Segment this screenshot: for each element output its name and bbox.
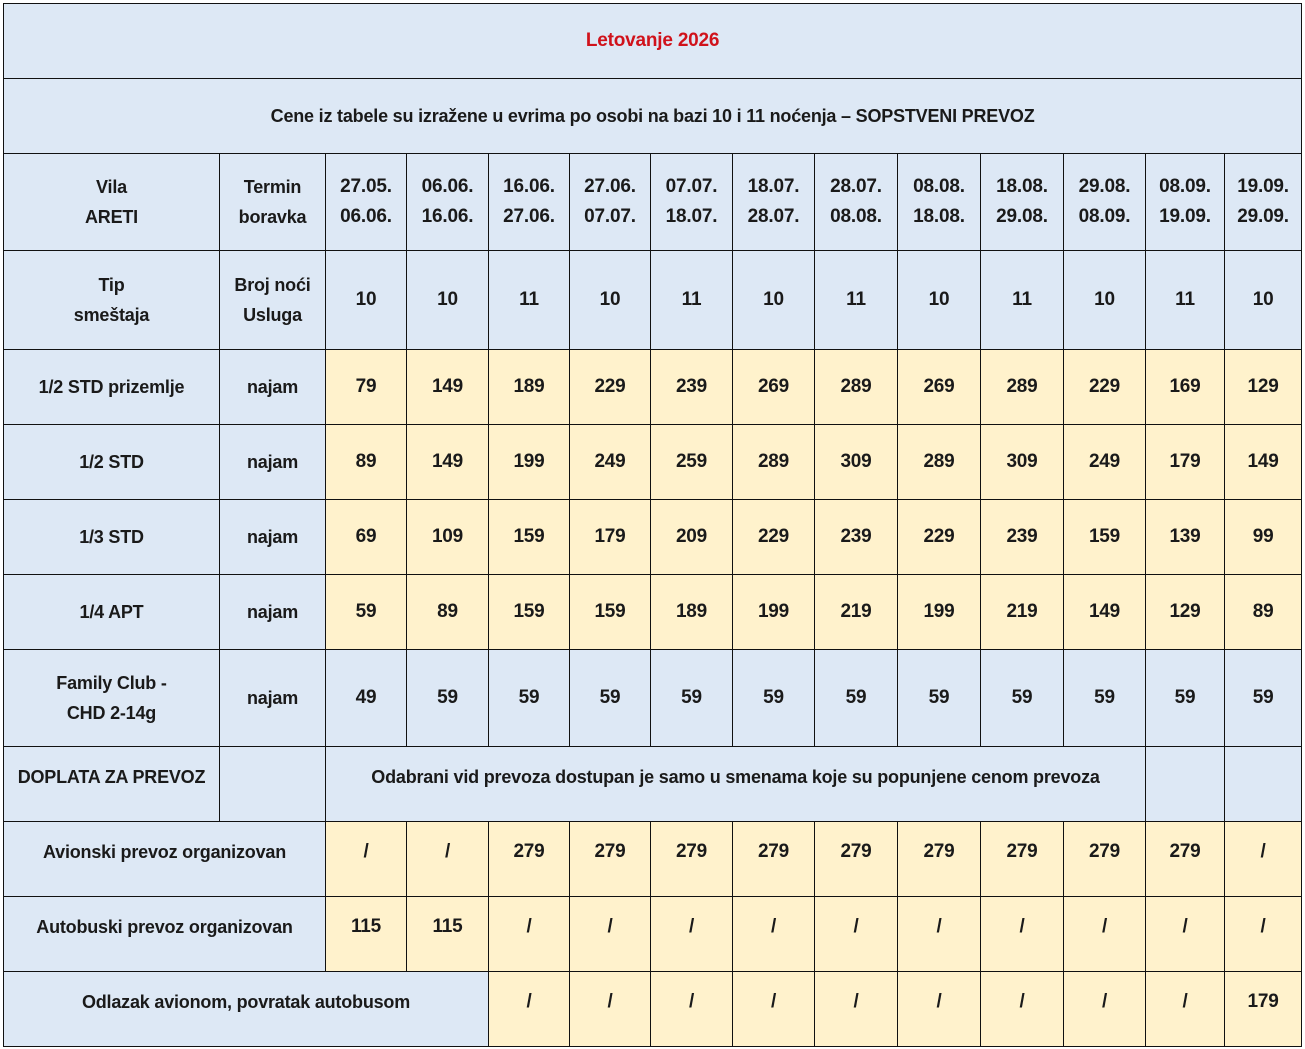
transport-price-cell: / — [1146, 972, 1225, 1047]
price-cell: 309 — [815, 425, 898, 500]
price-cell: 219 — [815, 575, 898, 650]
transport-price-cell: / — [1225, 897, 1302, 972]
transport-price-cell: / — [651, 897, 733, 972]
price-cell: 149 — [1225, 425, 1302, 500]
child-price-cell: 59 — [733, 650, 815, 747]
room-row — [4, 575, 1302, 650]
period-cell: 08.09. 19.09. — [1146, 154, 1225, 251]
period-header-row — [4, 154, 1302, 251]
price-cell: 289 — [898, 425, 981, 500]
room-row — [4, 500, 1302, 575]
nights-cell: 10 — [570, 251, 651, 350]
price-table-container — [3, 3, 1302, 1047]
price-cell: 89 — [407, 575, 489, 650]
transport-price-cell: 279 — [815, 822, 898, 897]
table-subtitle: Cene iz tabele su izražene u evrima po osobi na bazi 10 i 11 noćenja – SOPSTVENI PREVOZ — [4, 79, 1302, 154]
nights-cell: 10 — [898, 251, 981, 350]
transport-row-plane — [4, 822, 1302, 897]
transport-price-cell: / — [898, 972, 981, 1047]
transport-price-cell: / — [733, 972, 815, 1047]
price-cell: 159 — [489, 575, 570, 650]
price-cell: 289 — [815, 350, 898, 425]
transport-price-cell: / — [489, 897, 570, 972]
period-cell: 16.06. 27.06. — [489, 154, 570, 251]
price-cell: 269 — [898, 350, 981, 425]
price-cell: 199 — [733, 575, 815, 650]
nights-cell: 10 — [1064, 251, 1146, 350]
price-cell: 289 — [981, 350, 1064, 425]
nights-cell: 11 — [815, 251, 898, 350]
room-type-header-cell: Tip smeštaja — [4, 251, 220, 350]
price-cell: 179 — [1146, 425, 1225, 500]
transport-price-cell: 279 — [733, 822, 815, 897]
transport-price-cell: / — [815, 972, 898, 1047]
transport-price-cell: 115 — [407, 897, 489, 972]
price-cell: 309 — [981, 425, 1064, 500]
child-price-cell: 59 — [1064, 650, 1146, 747]
transport-price-cell: / — [1146, 897, 1225, 972]
price-table — [3, 3, 1302, 1047]
transport-row-combo — [4, 972, 1302, 1047]
nights-cell: 11 — [981, 251, 1064, 350]
child-price-cell: 59 — [570, 650, 651, 747]
transport-price-cell: / — [981, 972, 1064, 1047]
transport-price-cell: 279 — [489, 822, 570, 897]
price-cell: 149 — [1064, 575, 1146, 650]
room-type-cell: 1/3 STD — [4, 500, 220, 575]
transport-type-label: Odlazak avionom, povratak autobusom — [4, 972, 489, 1047]
child-price-cell: 59 — [489, 650, 570, 747]
price-cell: 239 — [651, 350, 733, 425]
transport-price-cell: 279 — [898, 822, 981, 897]
empty-cell — [1146, 747, 1225, 822]
room-row — [4, 350, 1302, 425]
villa-name-cell: Vila ARETI — [4, 154, 220, 251]
price-cell: 99 — [1225, 500, 1302, 575]
period-cell: 08.08. 18.08. — [898, 154, 981, 251]
price-cell: 89 — [1225, 575, 1302, 650]
price-cell: 249 — [570, 425, 651, 500]
room-row — [4, 425, 1302, 500]
service-cell: najam — [220, 500, 326, 575]
service-cell: najam — [220, 425, 326, 500]
transport-price-cell: 115 — [326, 897, 407, 972]
transport-price-cell: 179 — [1225, 972, 1302, 1047]
title-row — [4, 4, 1302, 79]
nights-cell: 10 — [733, 251, 815, 350]
price-cell: 229 — [898, 500, 981, 575]
nights-cell: 11 — [489, 251, 570, 350]
child-price-cell: 59 — [815, 650, 898, 747]
service-cell: najam — [220, 350, 326, 425]
period-cell: 27.05. 06.06. — [326, 154, 407, 251]
nights-cell: 11 — [651, 251, 733, 350]
price-cell: 269 — [733, 350, 815, 425]
empty-cell — [1225, 747, 1302, 822]
table-title: Letovanje 2026 — [4, 4, 1302, 79]
child-price-cell: 59 — [981, 650, 1064, 747]
nights-row — [4, 251, 1302, 350]
price-cell: 259 — [651, 425, 733, 500]
transport-price-cell: / — [1064, 897, 1146, 972]
period-cell: 06.06. 16.06. — [407, 154, 489, 251]
transport-price-cell: / — [815, 897, 898, 972]
room-type-cell: 1/4 APT — [4, 575, 220, 650]
child-price-cell: 59 — [407, 650, 489, 747]
transport-label: DOPLATA ZA PREVOZ — [4, 747, 220, 822]
service-cell: najam — [220, 575, 326, 650]
transport-row-bus — [4, 897, 1302, 972]
transport-header-row — [4, 747, 1302, 822]
price-cell: 159 — [1064, 500, 1146, 575]
child-price-cell: 49 — [326, 650, 407, 747]
price-cell: 219 — [981, 575, 1064, 650]
price-cell: 139 — [1146, 500, 1225, 575]
price-cell: 159 — [570, 575, 651, 650]
price-cell: 129 — [1225, 350, 1302, 425]
price-cell: 149 — [407, 425, 489, 500]
price-cell: 179 — [570, 500, 651, 575]
transport-type-label: Avionski prevoz organizovan — [4, 822, 326, 897]
transport-price-cell: 279 — [570, 822, 651, 897]
transport-price-cell: / — [1064, 972, 1146, 1047]
empty-cell — [220, 747, 326, 822]
transport-type-label: Autobuski prevoz organizovan — [4, 897, 326, 972]
price-cell: 189 — [651, 575, 733, 650]
transport-note: Odabrani vid prevoza dostupan je samo u smenama koje su popunjene cenom prevoza — [326, 747, 1146, 822]
period-cell: 19.09. 29.09. — [1225, 154, 1302, 251]
price-cell: 239 — [815, 500, 898, 575]
price-cell: 249 — [1064, 425, 1146, 500]
period-cell: 29.08. 08.09. — [1064, 154, 1146, 251]
child-price-cell: 59 — [1146, 650, 1225, 747]
price-cell: 79 — [326, 350, 407, 425]
nights-cell: 10 — [407, 251, 489, 350]
transport-price-cell: / — [407, 822, 489, 897]
family-club-row — [4, 650, 1302, 747]
subtitle-row — [4, 79, 1302, 154]
room-type-cell: 1/2 STD — [4, 425, 220, 500]
price-cell: 59 — [326, 575, 407, 650]
price-cell: 209 — [651, 500, 733, 575]
transport-price-cell: / — [489, 972, 570, 1047]
transport-price-cell: / — [570, 972, 651, 1047]
transport-price-cell: 279 — [1146, 822, 1225, 897]
price-cell: 129 — [1146, 575, 1225, 650]
transport-price-cell: 279 — [651, 822, 733, 897]
nights-cell: 11 — [1146, 251, 1225, 350]
price-cell: 69 — [326, 500, 407, 575]
transport-price-cell: 279 — [1064, 822, 1146, 897]
price-cell: 199 — [898, 575, 981, 650]
period-cell: 27.06. 07.07. — [570, 154, 651, 251]
child-price-cell: 59 — [651, 650, 733, 747]
nights-cell: 10 — [326, 251, 407, 350]
period-cell: 18.08. 29.08. — [981, 154, 1064, 251]
child-price-cell: 59 — [1225, 650, 1302, 747]
price-cell: 229 — [733, 500, 815, 575]
price-cell: 159 — [489, 500, 570, 575]
transport-price-cell: / — [733, 897, 815, 972]
transport-price-cell: / — [326, 822, 407, 897]
period-cell: 07.07. 18.07. — [651, 154, 733, 251]
nights-cell: 10 — [1225, 251, 1302, 350]
transport-price-cell: 279 — [981, 822, 1064, 897]
child-price-cell: 59 — [898, 650, 981, 747]
service-cell: najam — [220, 650, 326, 747]
transport-price-cell: / — [1225, 822, 1302, 897]
termin-header-cell: Termin boravka — [220, 154, 326, 251]
price-cell: 149 — [407, 350, 489, 425]
transport-price-cell: / — [981, 897, 1064, 972]
price-cell: 289 — [733, 425, 815, 500]
price-cell: 109 — [407, 500, 489, 575]
price-cell: 239 — [981, 500, 1064, 575]
price-cell: 199 — [489, 425, 570, 500]
nights-header-cell: Broj noći Usluga — [220, 251, 326, 350]
transport-price-cell: / — [651, 972, 733, 1047]
transport-price-cell: / — [898, 897, 981, 972]
period-cell: 18.07. 28.07. — [733, 154, 815, 251]
price-cell: 169 — [1146, 350, 1225, 425]
price-cell: 89 — [326, 425, 407, 500]
transport-price-cell: / — [570, 897, 651, 972]
room-type-cell: 1/2 STD prizemlje — [4, 350, 220, 425]
family-club-label: Family Club - CHD 2-14g — [4, 650, 220, 747]
price-cell: 229 — [1064, 350, 1146, 425]
period-cell: 28.07. 08.08. — [815, 154, 898, 251]
price-cell: 189 — [489, 350, 570, 425]
price-cell: 229 — [570, 350, 651, 425]
